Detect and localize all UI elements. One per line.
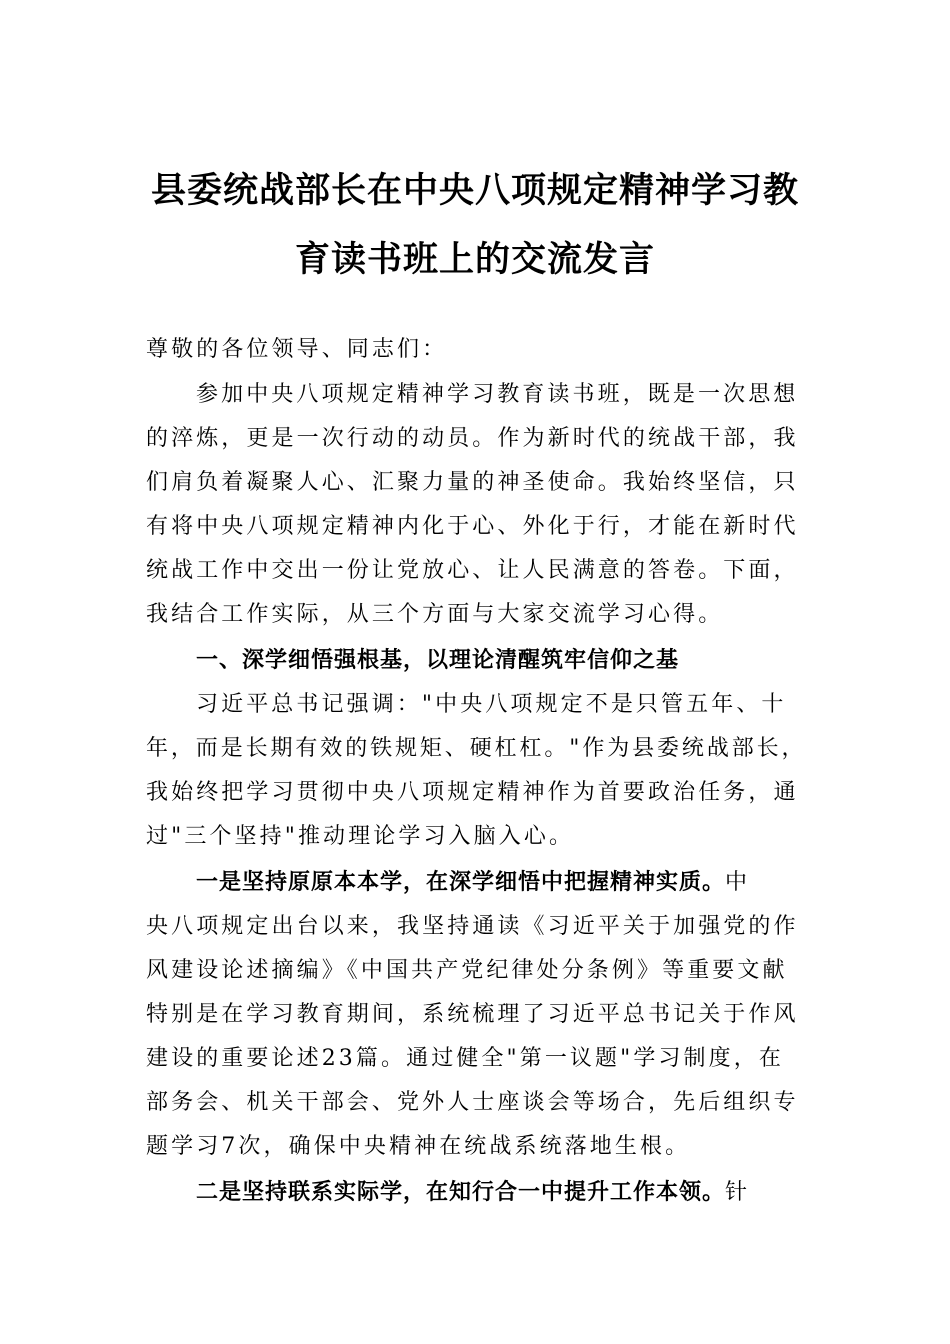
- point-1-lead-rest: 中: [725, 870, 751, 895]
- section-paragraph-line: 过"三个坚持"推动理论学习入脑入心。: [146, 824, 575, 849]
- point-1-lead: 一是坚持原原本本学，在深学细悟中把握精神实质。: [196, 870, 726, 895]
- point-2-lead: 二是坚持联系实际学，在知行合一中提升工作本领。: [196, 1180, 726, 1205]
- point-2-first-line: [196, 1178, 808, 1208]
- point-1-paragraph-line: 建设的重要论述23篇。通过健全"第一议题"学习制度，在: [146, 1046, 784, 1071]
- intro-line: 有将中央八项规定精神内化于心、外化于行，才能在新时代: [146, 514, 799, 539]
- intro-line: 我结合工作实际，从三个方面与大家交流学习心得。: [146, 602, 724, 627]
- document-title-line-1: 县委统战部长在中央八项规定精神学习教: [150, 171, 799, 211]
- section-paragraph-line: 习近平总书记强调："中央八项规定不是只管五年、十: [196, 692, 787, 717]
- point-1-first-line: [196, 868, 808, 898]
- point-1-paragraph-line: 题学习7次，确保中央精神在统战系统落地生根。: [146, 1134, 691, 1159]
- intro-line: 的淬炼，更是一次行动的动员。作为新时代的统战干部，我: [146, 426, 799, 451]
- intro-line: 统战工作中交出一份让党放心、让人民满意的答卷。下面，: [146, 558, 799, 583]
- point-1-paragraph-line: 央八项规定出台以来，我坚持通读《习近平关于加强党的作: [146, 914, 799, 939]
- point-1-paragraph-line: 风建设论述摘编》《中国共产党纪律处分条例》等重要文献: [146, 958, 788, 983]
- point-1-paragraph-line: 特别是在学习教育期间，系统梳理了习近平总书记关于作风: [146, 1002, 799, 1027]
- section-paragraph-line: 我始终把学习贯彻中央八项规定精神作为首要政治任务，通: [146, 780, 799, 805]
- salutation: 尊敬的各位领导、同志们：: [146, 337, 448, 362]
- section-paragraph-line: 年，而是长期有效的铁规矩、硬杠杠。"作为县委统战部长，: [146, 736, 807, 761]
- point-1-paragraph-line: 部务会、机关干部会、党外人士座谈会等场合，先后组织专: [146, 1090, 799, 1115]
- section-heading: 一、深学细悟强根基，以理论清醒筑牢信仰之基: [196, 648, 680, 673]
- intro-line: 们肩负着凝聚人心、汇聚力量的神圣使命。我始终坚信，只: [146, 470, 799, 495]
- intro-line: 参加中央八项规定精神学习教育读书班，既是一次思想: [196, 382, 799, 407]
- point-2-lead-rest: 针: [725, 1180, 751, 1205]
- document-title-line-2: 育读书班上的交流发言: [294, 240, 655, 280]
